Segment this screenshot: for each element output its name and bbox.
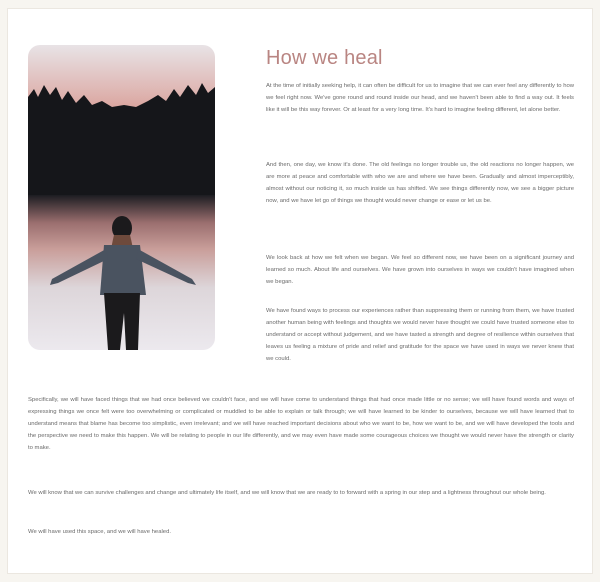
page-title: How we heal bbox=[266, 47, 383, 69]
paragraph-4: We have found ways to process our experiences rather than suppressing them or running from them, we have trusted another human being with feelings and thoughts we would never have thought we could have trusted someone else to understand or accept without judgement, and we have tasted a strength and degree of resilience within ourselves that leaves us feeling a mixture of pride and relief and gratitude for the space we have used in ways we never knew that we could. bbox=[266, 308, 574, 362]
lake-photo-icon bbox=[28, 45, 215, 350]
paragraph-7: We will have used this space, and we will have healed. bbox=[28, 529, 171, 535]
paragraph-1: At the time of initially seeking help, it can often be difficult for us to imagine that we can ever feel any differently to how we feel right now. We've gone round and round inside our head, and we haven't been able to find a way out. It feels like it will be this way forever. Or at least for a very long time. It's hard to imagine feeling different, let alone better. bbox=[266, 83, 574, 113]
article-page bbox=[7, 8, 593, 574]
paragraph-6: We will know that we can survive challenges and change and ultimately life itself, and we will know that we are ready to to forward with a spring in our step and a lightness throughout our whole being. bbox=[28, 490, 546, 496]
hero-image bbox=[28, 45, 215, 350]
paragraph-3: We look back at how we felt when we began. We feel so different now, we have been on a significant journey and learned so much. About life and ourselves. We have grown into ourselves in ways we couldn't have imagined when we began. bbox=[266, 255, 574, 285]
paragraph-2: And then, one day, we know it's done. The old feelings no longer trouble us, the old reactions no longer happen, we are more at peace and comfortable with who we are and where we have been. Gradually and almost imperceptibly, almost without our noticing it, so much inside us has shifted. We see things differently now, we see a bigger picture now, and we have let go of things we thought would never change or ease or let us be. bbox=[266, 162, 574, 204]
paragraph-5: Specifically, we will have faced things that we had once believed we couldn't face, and we will have come to understand things that had once made little or no sense; we will have found words and ways of expressing things we once felt were too overwhelming or complicated or muddled to be able to explain or talk through; we will have learned to be kinder to ourselves, because we will have learned that to understand means that blame has become too simplistic, even irrelevant; and we will have reached important decisions about who we want to be, how we want to be, and we will have developed the tools and the perspective we need to make this happen. We will be relating to people in our life differently, and we may even have made some courageous choices we thought we would never have the strength or clarity to make. bbox=[28, 397, 574, 451]
